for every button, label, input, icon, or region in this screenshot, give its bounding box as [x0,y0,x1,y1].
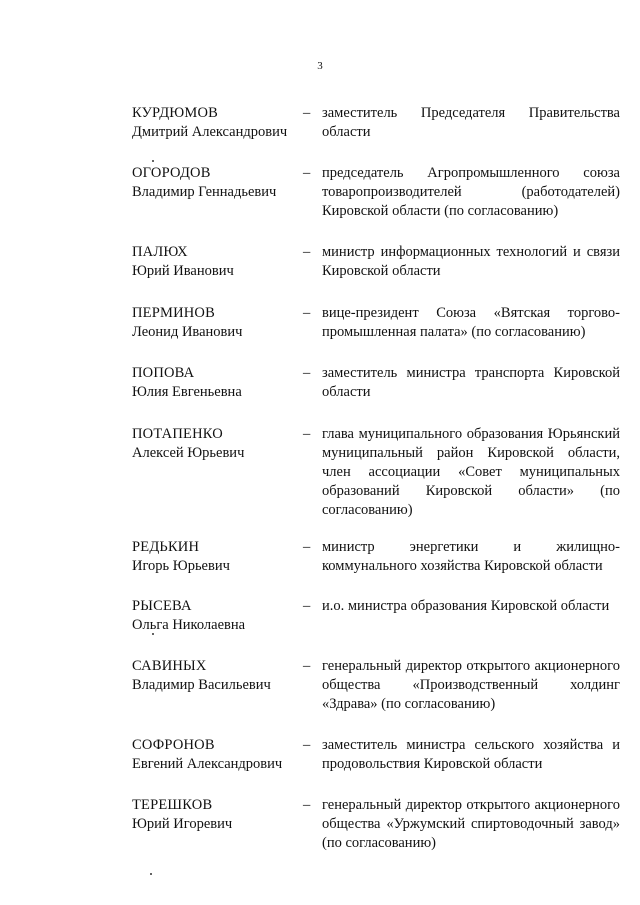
member-given-names: Юрий Игоревич [132,816,233,832]
member-name [132,657,302,695]
member-given-names: Владимир Васильевич [132,677,271,693]
member-surname: ОГОРОДОВ [132,165,211,181]
member-given-names: Евгений Александрович [132,756,283,772]
member-name [132,597,302,635]
member-surname: СОФРОНОВ [132,737,215,753]
member-name [132,425,302,463]
member-position: глава муниципального образования Юрьянский муниципальный район Кировской области, член ассоциации «Совет муниципальных образований Кировской области» (по согласованию) [322,426,620,518]
member-surname: САВИНЫХ [132,658,207,674]
member-name [132,364,302,402]
member-name [132,538,302,576]
member-surname: ТЕРЕШКОВ [132,797,213,813]
member-given-names: Юлия Евгеньевна [132,384,242,400]
member-position: генеральный директор открытого акционерного общества «Производственный холдинг «Здрава» (по согласованию) [322,658,620,712]
member-position: министр энергетики и жилищно-коммунального хозяйства Кировской области [322,539,620,574]
member-name [132,104,302,142]
member-given-names: Юрий Иванович [132,263,234,279]
member-position: председатель Агропромышленного союза товаропроизводителей (работодателей) Кировской области (по согласованию) [322,165,620,219]
member-position: заместитель Председателя Правительства области [322,105,620,140]
member-name [132,164,302,202]
member-name [132,736,302,774]
member-name [132,304,302,342]
member-given-names: Дмитрий Александрович [132,124,288,140]
dash-separator: – [303,658,311,674]
member-name [132,796,302,834]
member-surname: ПОПОВА [132,365,195,381]
member-surname: РЫСЕВА [132,598,192,614]
member-position: министр информационных технологий и связи Кировской области [322,244,620,279]
member-surname: РЕДЬКИН [132,539,200,555]
dash-separator: – [303,105,311,121]
member-given-names: Ольга Николаевна [132,617,246,633]
page-number: 3 [317,60,323,72]
member-surname: ПОТАПЕНКО [132,426,223,442]
dash-separator: – [303,598,311,614]
member-given-names: Алексей Юрьевич [132,445,245,461]
dash-separator: – [303,737,311,753]
dash-separator: – [303,165,311,181]
dash-separator: – [303,365,311,381]
member-given-names: Владимир Геннадьевич [132,184,277,200]
member-given-names: Леонид Иванович [132,324,243,340]
member-surname: ПЕРМИНОВ [132,305,215,321]
scan-speck [150,873,152,875]
dash-separator: – [303,539,311,555]
member-position: вице-президент Союза «Вятская торгово-промышленная палата» (по согласованию) [322,305,620,340]
member-position: заместитель министра транспорта Кировской области [322,365,620,400]
dash-separator: – [303,244,311,260]
member-position: и.о. министра образования Кировской области [322,598,610,614]
dash-separator: – [303,305,311,321]
member-surname: ПАЛЮХ [132,244,188,260]
member-name [132,243,302,281]
scan-speck [152,633,154,635]
member-position: генеральный директор открытого акционерного общества «Уржумский спиртоводочный завод» (по согласованию) [322,797,620,851]
dash-separator: – [303,797,311,813]
member-surname: КУРДЮМОВ [132,105,219,121]
scan-speck [152,160,154,162]
member-position: заместитель министра сельского хозяйства и продовольствия Кировской области [322,737,620,772]
member-given-names: Игорь Юрьевич [132,558,230,574]
dash-separator: – [303,426,311,442]
